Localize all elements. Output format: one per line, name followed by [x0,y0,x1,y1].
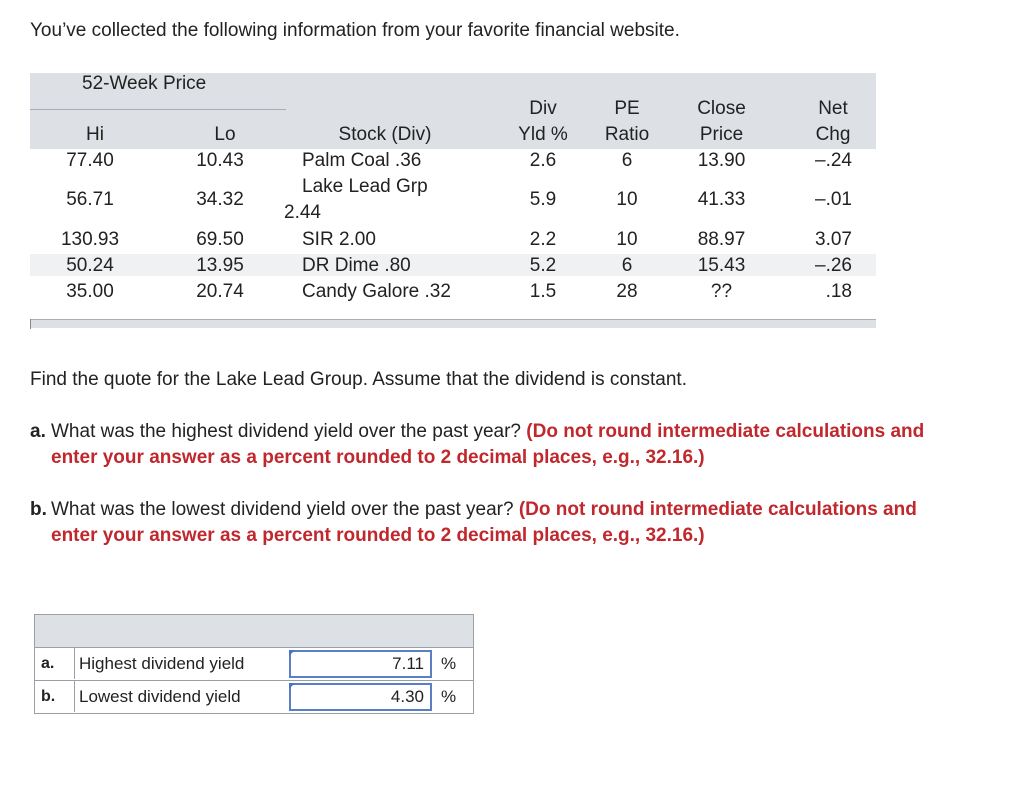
cell-hi: 77.40 [66,150,114,171]
header-net-1: Net [818,98,848,119]
cell-pe: 6 [621,150,633,171]
header-close-1: Close [697,98,746,119]
instruction-text: Find the quote for the Lake Lead Group. Assume that the dividend is constant. [30,369,687,390]
answer-name: Highest dividend yield [74,648,293,679]
question-b [30,497,960,577]
intro-text: You’ve collected the following information from your favorite financial website. [30,20,680,41]
cell-yld: 5.9 [529,189,557,210]
cell-hi: 50.24 [66,255,114,276]
cell-lo: 34.32 [196,189,244,210]
question-text: What was the highest dividend yield over the past year? [51,421,521,442]
cell-chg: –.01 [815,189,852,210]
answer-letter: b. [41,688,56,705]
cell-chg: –.26 [815,255,852,276]
cell-lo: 20.74 [196,281,244,302]
question-a [30,419,960,499]
cell-chg: 3.07 [815,229,852,250]
header-div-yld-1: Div [529,98,557,119]
answer-table [34,614,474,714]
input-flag-icon [289,683,295,689]
cell-hi: 130.93 [60,229,120,250]
question-body [51,497,956,549]
cell-pe: 10 [616,229,638,250]
cell-lo: 10.43 [196,150,244,171]
header-stock: Stock (Div) [338,124,432,145]
cell-stock: DR Dime .80 [302,255,411,276]
cell-pe: 10 [616,189,638,210]
header-net-2: Chg [815,124,851,145]
cell-yld: 2.2 [529,229,557,250]
cell-lo: 69.50 [196,229,244,250]
cell-close: 15.43 [697,255,746,276]
question-label: a. [30,421,46,442]
cell-stock: Candy Galore .32 [302,281,451,302]
header-div-yld-2: Yld % [518,124,568,145]
cell-close: 41.33 [697,189,746,210]
header-pe-1: PE [614,98,640,119]
question-body [51,419,956,471]
percent-unit: % [441,654,457,673]
cell-stock: Palm Coal .36 [302,150,422,171]
cell-close: ?? [710,281,733,302]
cell-hi: 35.00 [66,281,114,302]
cell-chg: –.24 [815,150,852,171]
cell-pe: 6 [621,255,633,276]
footer-tick [30,319,31,329]
cell-hi: 56.71 [66,189,114,210]
group-header-rule [30,109,286,110]
header-close-2: Price [699,124,744,145]
cell-chg: .18 [825,281,852,302]
cell-stock-line1: Lake Lead Grp [302,176,428,197]
answer-letter: a. [41,655,55,672]
cell-close: 13.90 [697,150,746,171]
answer-row-highest [35,648,473,680]
answer-table-header [35,615,473,648]
answer-row-lowest [35,681,473,713]
question-label: b. [30,499,47,520]
header-pe-2: Ratio [604,124,650,145]
input-flag-icon [289,650,295,656]
header-hi: Hi [86,124,104,145]
question-note: (Do not round intermediate calculations and enter your answer as a percent rounded to 2 decimal places, e.g., 32.16.) [51,421,925,468]
quote-table-footer-band [30,319,876,328]
group-header-52-week-price: 52-Week Price [82,73,207,94]
header-lo: Lo [214,124,236,145]
cell-yld: 5.2 [529,255,557,276]
cell-stock: SIR 2.00 [302,229,376,250]
cell-yld: 1.5 [529,281,557,302]
cell-yld: 2.6 [529,150,557,171]
question-note: (Do not round intermediate calculations and enter your answer as a percent rounded to 2 decimal places, e.g., 32.16.) [51,499,917,546]
percent-unit: % [441,687,457,706]
cell-pe: 28 [616,281,638,302]
question-text: What was the lowest dividend yield over the past year? [51,499,514,520]
cell-lo: 13.95 [196,255,244,276]
highest-yield-input[interactable]: 7.11 [289,650,432,678]
answer-name: Lowest dividend yield [74,681,293,712]
quote-table [30,73,876,329]
cell-close: 88.97 [697,229,746,250]
cell-stock-line2: 2.44 [284,202,321,223]
lowest-yield-input[interactable]: 4.30 [289,683,432,711]
